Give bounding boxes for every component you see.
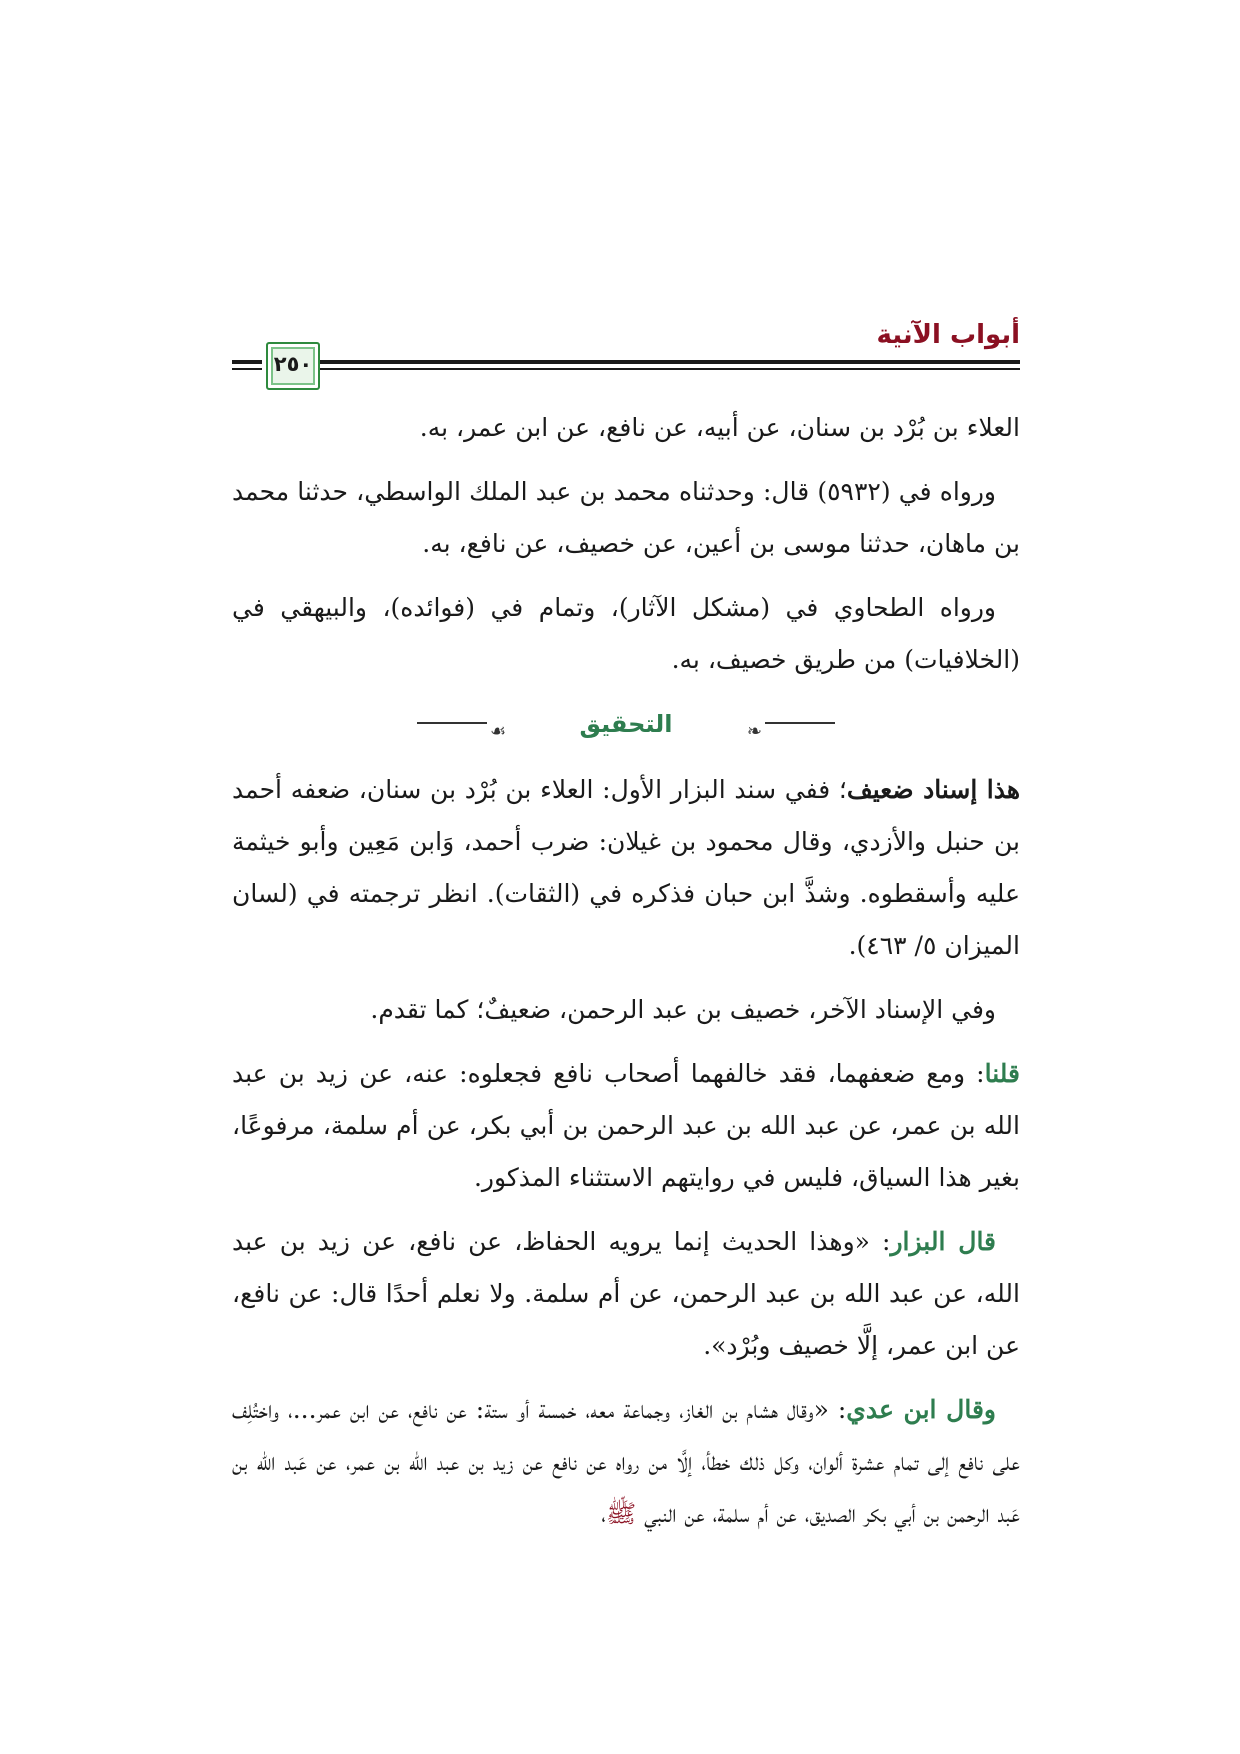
section-title: التحقيق [579, 710, 673, 738]
paragraph-4-lead: هذا إسناد ضعيف [846, 775, 1021, 804]
page-number-badge [266, 342, 320, 390]
paragraph-8 [232, 1384, 1020, 1540]
header-rule-left-thin [232, 368, 262, 370]
paragraph-4 [232, 764, 1020, 972]
page-body [232, 402, 1020, 1552]
book-title: أبواب الآنية [876, 320, 1020, 350]
paragraph-7-lead: قال البزار [890, 1227, 997, 1256]
page-header [232, 318, 1020, 394]
paragraph-6-text: : ومع ضعفهما، فقد خالفهما أصحاب نافع فجعلوه: عنه، عن زيد بن عبد الله بن عمر، عن عبد الله بن عبد الرحمن بن أبي بكر، عن أم سلمة، مرفوعًا، بغير هذا السياق، فليس في روايتهم الاستثناء المذكور. [232, 1059, 1020, 1192]
header-rule-thin [320, 368, 1020, 370]
paragraph-8-end: ، [601, 1499, 607, 1528]
paragraph-6 [232, 1048, 1020, 1204]
paragraph-1: العلاء بن بُرْد بن سنان، عن أبيه، عن نافع، عن ابن عمر، به. [419, 413, 1020, 442]
paragraph-7 [232, 1216, 1020, 1372]
header-rule-thick [320, 360, 1020, 364]
paragraph-7-text: : «وهذا الحديث إنما يرويه الحفاظ، عن نافع، عن زيد بن عبد الله، عن عبد الله بن عبد الرحمن، عن أم سلمة. ولا نعلم أحدًا قال: عن نافع، عن ابن عمر، إلَّا خصيف وبُرْد». [232, 1227, 1020, 1360]
paragraph-8-text: : «وقال هشام بن الغاز، وجماعة معه، خمسة أو ستة: عن نافع، عن ابن عمر...، واختُلِف على نافع إلى تمام عشرة ألوان، وكل ذلك خطأ، إلَّا من رواه عن نافع عن زيد بن عبد الله بن عمر، عن عَبد الله بن عَبد الرحمن بن أبي بكر الصديق، عن أم سلمة، عن النبي [232, 1395, 1020, 1528]
page-number: ٢٥٠ [273, 352, 313, 376]
divider-ornament-left: ☙ [490, 721, 507, 742]
honorific-glyph: ﷺ [606, 1499, 637, 1528]
divider-line-left [417, 722, 487, 724]
paragraph-4-text: ؛ ففي سند البزار الأول: العلاء بن بُرْد بن سنان، ضعفه أحمد بن حنبل والأزدي، وقال محمود بن غيلان: ضرب أحمد، وَابن مَعِين وأبو خيثمة عليه وأسقطوه. وشذَّ ابن حبان فذكره في (الثقات). انظر ترجمته في (لسان الميزان ٥/ ٤٦٣). [232, 775, 1020, 960]
header-rule-left-thick [232, 360, 262, 364]
paragraph-2: ورواه في (٥٩٣٢) قال: وحدثناه محمد بن عبد الملك الواسطي، حدثنا محمد بن ماهان، حدثنا موسى بن أعين، عن خصيف، عن نافع، به. [232, 477, 1020, 558]
paragraph-8-lead: وقال ابن عدي [846, 1395, 996, 1424]
paragraph-6-lead: قلنا [984, 1059, 1020, 1088]
paragraph-5: وفي الإسناد الآخر، خصيف بن عبد الرحمن، ضعيفٌ؛ كما تقدم. [370, 995, 996, 1024]
divider-ornament-right: ❧ [746, 721, 762, 742]
paragraph-3: ورواه الطحاوي في (مشكل الآثار)، وتمام في (فوائده)، والبيهقي في (الخلافيات) من طريق خصيف، به. [232, 593, 1020, 674]
section-divider [232, 698, 1020, 750]
